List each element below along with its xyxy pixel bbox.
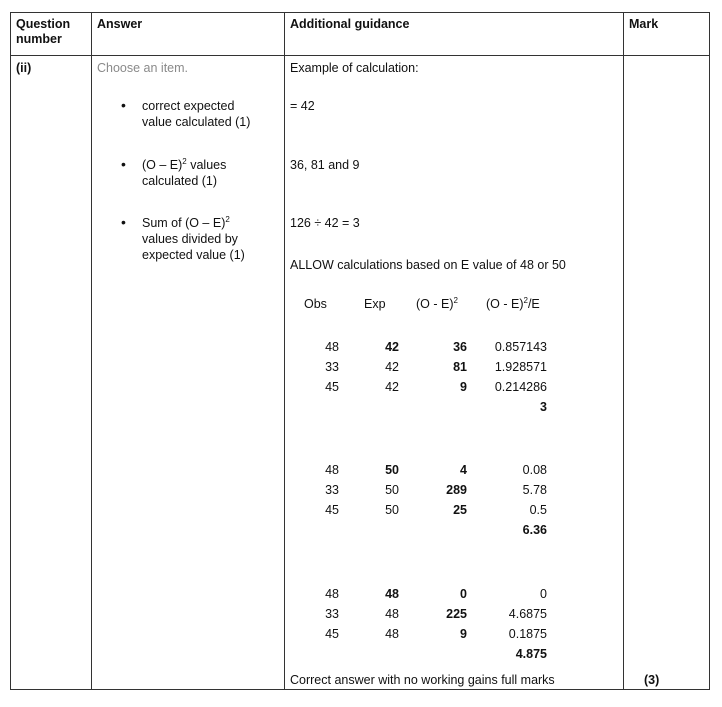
bullet-icon: • xyxy=(121,156,126,172)
cell-ratio: 4.6875 xyxy=(508,607,547,621)
header-divider xyxy=(11,55,709,56)
header-answer: Answer xyxy=(97,17,143,31)
cell-obs: 48 xyxy=(325,463,339,477)
cell-oe2: 36 xyxy=(453,340,467,354)
cell-ratio: 0.5 xyxy=(529,503,547,517)
bullet-icon: • xyxy=(121,97,126,113)
block-total: 6.36 xyxy=(522,523,547,537)
bullet-text-line: Sum of (O – E)$^2$ xyxy=(142,214,230,230)
mark-value: (3) xyxy=(644,673,660,687)
col-exp-header: Exp xyxy=(364,297,386,311)
cell-ratio: 1.928571 xyxy=(494,360,547,374)
cell-obs: 48 xyxy=(325,587,339,601)
cell-oe2: 25 xyxy=(453,503,467,517)
cell-ratio: 0.857143 xyxy=(494,340,547,354)
cell-exp: 48 xyxy=(385,607,399,621)
cell-oe2: 289 xyxy=(446,483,467,497)
cell-obs: 48 xyxy=(325,340,339,354)
step-oe-values: 36, 81 and 9 xyxy=(290,158,360,172)
cell-ratio: 0.08 xyxy=(522,463,547,477)
allow-note: ALLOW calculations based on E value of 48 or 50 xyxy=(290,258,566,272)
final-note: Correct answer with no working gains full marks xyxy=(290,673,555,687)
cell-obs: 33 xyxy=(325,607,339,621)
cell-obs: 45 xyxy=(325,627,339,641)
cell-oe2: 81 xyxy=(453,360,467,374)
cell-obs: 33 xyxy=(325,483,339,497)
cell-oe2: 9 xyxy=(460,627,467,641)
bullet-oe-squared xyxy=(142,157,226,189)
cell-exp: 50 xyxy=(385,483,399,497)
cell-oe2: 225 xyxy=(446,607,467,621)
bullet-text-line: values divided by xyxy=(142,232,238,246)
cell-ratio: 0.214286 xyxy=(494,380,547,394)
bullet-text-line: calculated (1) xyxy=(142,174,218,188)
bullet-sum-divided xyxy=(142,215,245,263)
step-expected: = 42 xyxy=(290,99,315,113)
cell-ratio: 0 xyxy=(540,587,547,601)
bullet-text-line: expected value (1) xyxy=(142,248,245,262)
example-title: Example of calculation: xyxy=(290,61,419,75)
bullet-icon: • xyxy=(121,214,126,230)
column-divider xyxy=(91,13,92,689)
cell-exp: 48 xyxy=(385,587,399,601)
cell-ratio: 0.1875 xyxy=(508,627,547,641)
cell-exp: 50 xyxy=(385,463,399,477)
cell-exp: 42 xyxy=(385,360,399,374)
header-additional-guidance: Additional guidance xyxy=(290,17,410,31)
cell-oe2: 9 xyxy=(460,380,467,394)
bullet-text-line: value calculated (1) xyxy=(142,115,251,129)
cell-obs: 45 xyxy=(325,380,339,394)
choose-item-dropdown[interactable]: Choose an item. xyxy=(97,61,189,75)
col-ratio-header: (O - E)$^2$/E xyxy=(486,295,540,311)
cell-ratio: 5.78 xyxy=(522,483,547,497)
header-question-line1: Question xyxy=(16,17,71,31)
col-obs-header: Obs xyxy=(304,297,327,311)
bullet-text-line: correct expected xyxy=(142,99,235,113)
block-total: 3 xyxy=(540,400,547,414)
column-divider xyxy=(284,13,285,689)
step-division: 126 ÷ 42 = 3 xyxy=(290,216,360,230)
bullet-expected-value xyxy=(142,98,250,130)
bullet-text-line: (O – E)$^2$ values xyxy=(142,156,227,172)
cell-exp: 50 xyxy=(385,503,399,517)
header-question-line2: number xyxy=(16,32,62,46)
cell-oe2: 0 xyxy=(460,587,467,601)
cell-exp: 42 xyxy=(385,340,399,354)
block-total: 4.875 xyxy=(515,647,547,661)
cell-obs: 33 xyxy=(325,360,339,374)
cell-exp: 42 xyxy=(385,380,399,394)
header-question-number xyxy=(16,17,70,47)
cell-exp: 48 xyxy=(385,627,399,641)
mark-scheme-table xyxy=(10,12,710,690)
col-oe2-header: (O - E)$^2$ xyxy=(416,295,458,311)
question-label: (ii) xyxy=(16,61,32,75)
header-mark: Mark xyxy=(629,17,659,31)
cell-oe2: 4 xyxy=(460,463,467,477)
cell-obs: 45 xyxy=(325,503,339,517)
column-divider xyxy=(623,13,624,689)
